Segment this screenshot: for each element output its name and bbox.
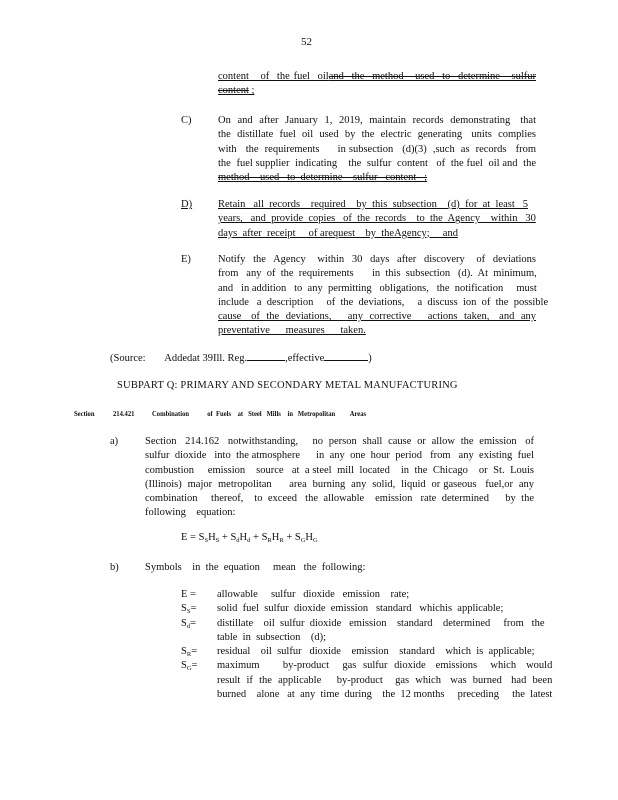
source-open: (Source:	[110, 353, 146, 364]
text-run: cause of the deviations, any corrective actions taken, and any	[218, 311, 536, 323]
text-run: method used to determine sulfur content ;	[218, 172, 428, 184]
source-line	[110, 351, 372, 366]
text-run: and in addition to any permitting obligations, the notification must	[218, 282, 537, 294]
text-line	[218, 282, 536, 296]
text-run: the distillate fuel oil used by the electric generating units complies	[218, 129, 536, 141]
text-line: combination thereof, to exceed the allowable emission rate determined by the	[145, 493, 534, 505]
symbol-row	[181, 617, 545, 646]
text-run: Retain all records required by this subsection (d) for at least 5	[218, 199, 528, 210]
item-c-label: C)	[181, 115, 192, 126]
definition-line: residual oil sulfur dioxide emission standard which is applicable;	[217, 646, 535, 658]
symbol-row	[181, 588, 537, 602]
text-line	[218, 114, 536, 128]
para-a-text	[145, 435, 534, 521]
text-run: On and after January 1, 2019, maintain records demonstrating that	[218, 115, 536, 126]
text-line	[218, 212, 536, 226]
text-run: from any of the requirements in this subsection (d). At minimum,	[218, 268, 537, 280]
item-e-text	[218, 253, 549, 339]
equation-term: $S_dH_d$	[230, 532, 251, 544]
section-title: Combination of Fuels at Steel Mills in Metropolitan Areas	[152, 409, 367, 418]
para-a-label: a)	[110, 436, 119, 447]
text-run: Notify the Agency within 30 days after discovery of deviations	[218, 254, 536, 265]
para-b-label: b)	[110, 562, 119, 573]
text-line	[218, 296, 549, 310]
definition-line: maximum by-product gas sulfur dioxide emissions which would	[217, 660, 553, 672]
text-run: years, and provide copies of the records to the Agency within 30	[218, 213, 536, 225]
text-line: following equation:	[145, 507, 236, 519]
item-d-text	[218, 198, 536, 241]
symbol-definition	[217, 659, 552, 702]
page-number: 52	[301, 36, 312, 48]
text-line	[218, 267, 536, 281]
definition-line: table in subsection (d);	[217, 631, 327, 643]
definition-line: solid fuel sulfur dioxide emission standard whichis applicable;	[217, 603, 504, 615]
text-line: Section 214.162 notwithstanding, no person shall cause or allow the emission of	[145, 436, 534, 447]
definition-line: result if the applicable by-product gas which was burned had been	[217, 674, 553, 686]
source-added: Addedat 39Ill. Reg.	[164, 353, 248, 364]
text-run: include a description of the deviations, a discuss ion of the possible	[218, 296, 549, 308]
text-line	[218, 198, 528, 212]
text-run: preventative measures taken.	[218, 325, 366, 337]
text-line	[218, 70, 536, 84]
text-line	[218, 324, 536, 338]
text-line	[218, 310, 536, 324]
symbol-list	[181, 588, 553, 702]
symbol-definition	[217, 645, 537, 659]
equation-lead: E =	[181, 532, 199, 543]
text-run: and the method used to determine sulfur	[328, 71, 536, 82]
equation-term: $S_SH_S$	[198, 532, 220, 544]
subpart-heading: SUBPART Q: PRIMARY AND SECONDARY METAL MANUFACTURING	[117, 380, 458, 391]
symbol-name: $S_d=$	[181, 617, 197, 630]
text-run: content of the fuel oil	[218, 71, 329, 82]
symbol-definition	[217, 602, 537, 616]
source-close: )	[368, 353, 372, 364]
equation-plus: +	[283, 532, 295, 543]
text-run: content	[218, 85, 249, 97]
symbol-name: $S_S=$	[181, 603, 197, 616]
para-b-intro: Symbols in the equation mean the following:	[145, 562, 366, 573]
equation-term: $S_RH_R$	[261, 532, 284, 544]
symbol-name: E =	[181, 589, 196, 600]
text-line	[218, 253, 536, 267]
text-run: the fuel supplier indicating the sulfur content of the fuel oil and the	[218, 157, 536, 169]
symbol-row	[181, 602, 537, 616]
definition-line: distillate oil sulfur dioxide emission standard determined from the	[217, 617, 545, 629]
symbol-definition	[217, 617, 544, 646]
symbol-row	[181, 659, 553, 702]
text-line: (Illinois) major metropolitan area burning any solid, liquid or gaseous fuel,or any	[145, 478, 534, 490]
symbol-definition	[217, 588, 537, 602]
text-line	[218, 227, 528, 241]
text-line	[218, 143, 536, 157]
symbol-name: $S_R=$	[181, 646, 198, 659]
symbol-name: $S_G=$	[181, 660, 198, 673]
text-line	[218, 157, 536, 171]
equation-term: $S_GH_G$	[294, 532, 318, 544]
text-line	[218, 128, 536, 142]
definition-line: allowable sulfur dioxide emission rate;	[217, 589, 410, 600]
equation-plus: +	[219, 532, 231, 543]
source-blank-1	[247, 351, 285, 361]
text-run: days after receipt of arequest by theAgency; and	[218, 227, 458, 239]
item-c-text	[218, 114, 536, 185]
item-d-label: D)	[181, 199, 193, 210]
source-effective: ,effective	[285, 353, 325, 364]
symbol-row	[181, 645, 537, 659]
text-line	[218, 171, 536, 185]
equation	[181, 531, 318, 545]
text-line: combustion emission source at a steel mill located in the Chicago or St. Louis	[145, 464, 534, 476]
text-run: with the requirements in subsection (d)(3) ,such as records from	[218, 143, 536, 155]
source-blank-2	[324, 351, 368, 361]
item-e-label: E)	[181, 254, 191, 265]
text-run: ;	[248, 85, 255, 97]
section-number: 214.421	[113, 409, 135, 418]
text-line: sulfur dioxide into the atmosphere in any one hour period from any existing fuel	[145, 450, 534, 462]
equation-plus: +	[250, 532, 262, 543]
definition-line: burned alone at any time during the 12 months preceding the latest	[217, 689, 553, 701]
section-word: Section	[74, 409, 95, 418]
continuation-block	[218, 70, 536, 99]
text-line	[218, 84, 536, 98]
